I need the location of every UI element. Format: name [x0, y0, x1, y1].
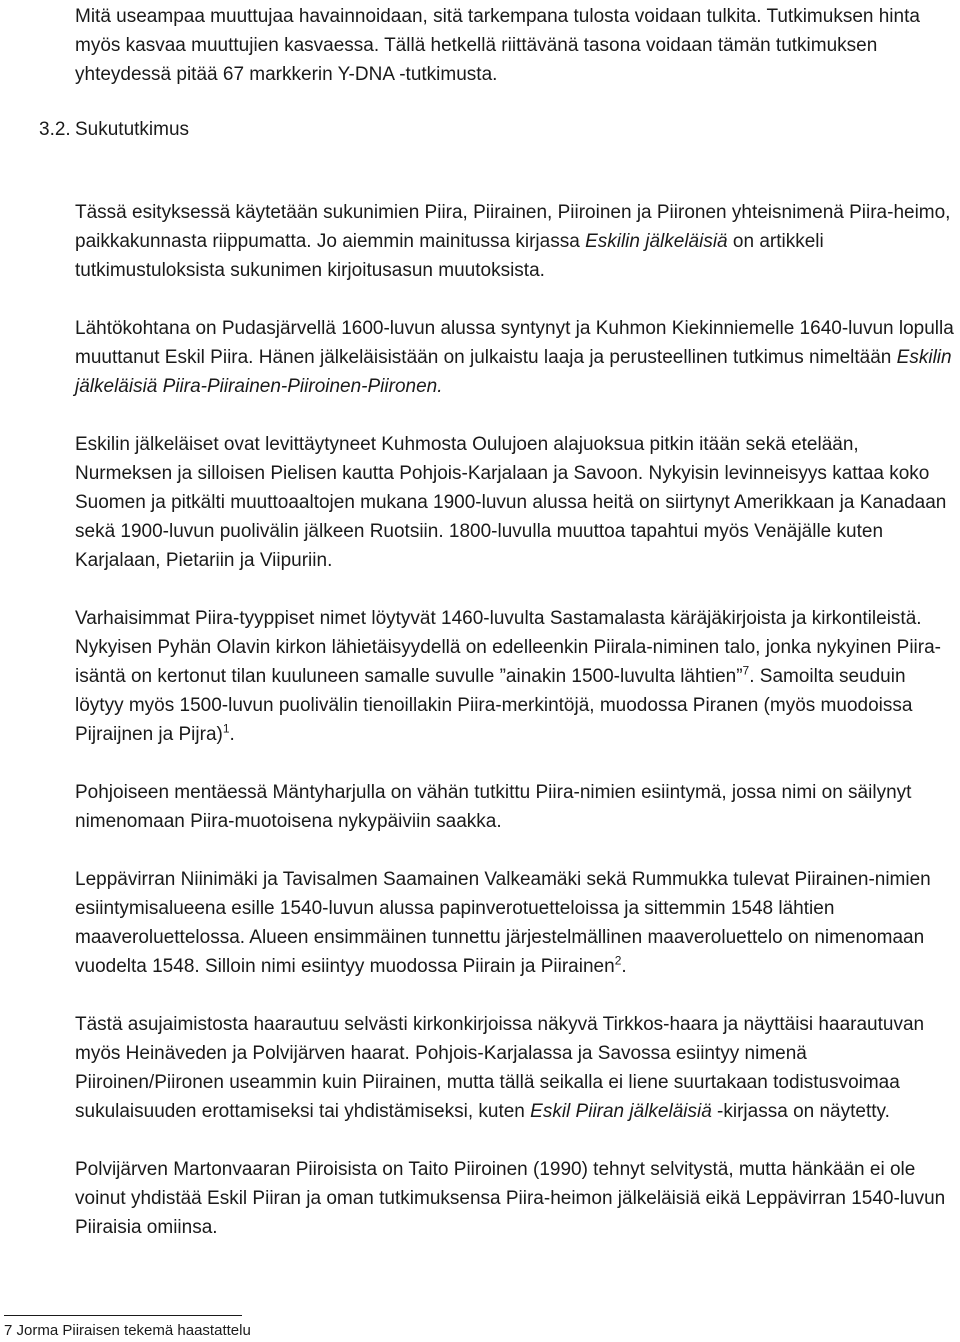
paragraph-2: [75, 314, 955, 401]
section-heading: [39, 115, 189, 144]
body-text: [75, 198, 955, 1271]
paragraph-2-text: Lähtökohtana on Pudasjärvellä 1600-luvun alussa syntynyt ja Kuhmon Kiekinniemelle 1640-luvun lopulla muuttanut Eskil Piira. Hänen jälkeläisistään on julkaistu laaja ja perusteellinen tutkimus nimeltään: [75, 318, 954, 368]
book-title: Eskilin jälkeläisiä Piira-Piirainen-Piiroinen-Piironen.: [75, 347, 952, 397]
paragraph-7-text-end: -kirjassa on näytetty.: [711, 1101, 890, 1122]
paragraph-4-text-mid: . Samoilta seuduin löytyy myös 1500-luvun puolivälin tienoillakin Piira-merkintöjä, muodossa Piranen (myös muodoissa Pijraijnen ja Pijra): [75, 666, 913, 745]
footnote-ref[interactable]: 7: [742, 663, 750, 678]
paragraph-6-text-end: .: [621, 956, 627, 977]
paragraph-4-text: Varhaisimmat Piira-tyyppiset nimet löytyvät 1460-luvulta Sastamalasta käräjäkirjoista ja kirkontileistä. Nykyisen Pyhän Olavin kirkon lähietäisyydellä on edelleenkin Piirala-niminen talo, jonka nykyinen Piira-isäntä on kertonut tilan kuuluneen samalle suvulle ”ainakin 1500-luvulta lähtien”: [75, 608, 941, 687]
paragraph-3: Eskilin jälkeläiset ovat levittäytyneet Kuhmosta Oulujoen alajuoksua pitkin itään sekä etelään, Nurmeksen ja silloisen Pielisen kautta Pohjois-Karjalaan ja Savoon. Nykyisin levinneisyys kattaa koko Suomen ja pitkälti muuttoaaltojen mukana 1900-luvun alussa heitä on siirtynyt Amerikkaan ja Kanadaan sekä 1900-luvun puolivälin jälkeen Ruotsiin. 1800-luvulla muuttoa tapahtui myös Venäjälle kuten Karjalaan, Pietariin ja Viipuriin.: [75, 434, 947, 571]
paragraph-1-text-end: on artikkeli tutkimustuloksista sukunimen kirjoitusasun muutoksista.: [75, 231, 824, 281]
footnote-divider: [4, 1315, 242, 1316]
footnote: 7 Jorma Piiraisen tekemä haastattelu: [4, 1322, 251, 1339]
paragraph-4-text-end: .: [229, 724, 235, 745]
book-title: Eskil Piiran jälkeläisiä: [530, 1101, 712, 1122]
paragraph-6-text: Leppävirran Niinimäki ja Tavisalmen Saamainen Valkeamäki sekä Rummukka tulevat Piirainen-nimien esiintymisalueena esille 1540-luvun alussa papinverotuetteloissa ja sittemmin 1548 lähtien maaveroluettelossa. Alueen ensimmäinen tunnettu järjestelmällinen maaveroluettelo on nimenomaan vuodelta 1548. Silloin nimi esiintyy muodossa Piirain ja Piirainen: [75, 869, 931, 977]
paragraph-5: Pohjoiseen mentäessä Mäntyharjulla on vähän tutkittu Piira-nimien esiintymä, jossa nimi on säilynyt nimenomaan Piira-muotoisena nykypäiviin saakka.: [75, 782, 912, 832]
paragraph-7: [75, 1010, 955, 1126]
footnote-ref[interactable]: 2: [614, 953, 622, 968]
section-title: Sukututkimus: [75, 119, 190, 140]
paragraph-8: Polvijärven Martonvaaran Piiroisista on Taito Piiroinen (1990) tehnyt selvitystä, mutta hänkään ei ole voinut yhdistää Eskil Piiran ja oman tutkimuksensa Piira-heimon jälkeläisiä eikä Leppävirran 1540-luvun Piiraisia omiinsa.: [75, 1159, 946, 1238]
section-number: 3.2.: [39, 119, 71, 140]
paragraph-1: [75, 198, 955, 285]
paragraph-4: [75, 604, 955, 749]
footnote-ref[interactable]: 1: [222, 721, 230, 736]
paragraph-7-text: Tästä asujaimistosta haarautuu selvästi kirkonkirjoissa näkyvä Tirkkos-haara ja näyttäisi haarautuvan myös Heinäveden ja Polvijärven haarat. Pohjois-Karjalassa ja Savossa esiintyy nimenä Piiroinen/Piironen useammin kuin Piirainen, mutta tällä seikalla ei liene suurtakaan todistusvoimaa sukulaisuuden erottamiseksi tai yhdistämiseksi, kuten: [75, 1014, 925, 1122]
intro-paragraph: Mitä useampaa muuttujaa havainnoidaan, sitä tarkempana tulosta voidaan tulkita. Tutkimuksen hinta myös kasvaa muuttujien kasvaessa. Tällä hetkellä riittävänä tasona voidaan tämän tutkimuksen yhteydessä pitää 67 markkerin Y-DNA -tutkimusta.: [75, 6, 920, 85]
paragraph-6: [75, 865, 955, 981]
paragraph-1-text: Tässä esityksessä käytetään sukunimien Piira, Piirainen, Piiroinen ja Piironen yhteisnimenä Piira-heimo, paikkakunnasta riippumatta. Jo aiemmin mainitussa kirjassa: [75, 202, 951, 252]
book-title: Eskilin jälkeläisiä: [585, 231, 728, 252]
